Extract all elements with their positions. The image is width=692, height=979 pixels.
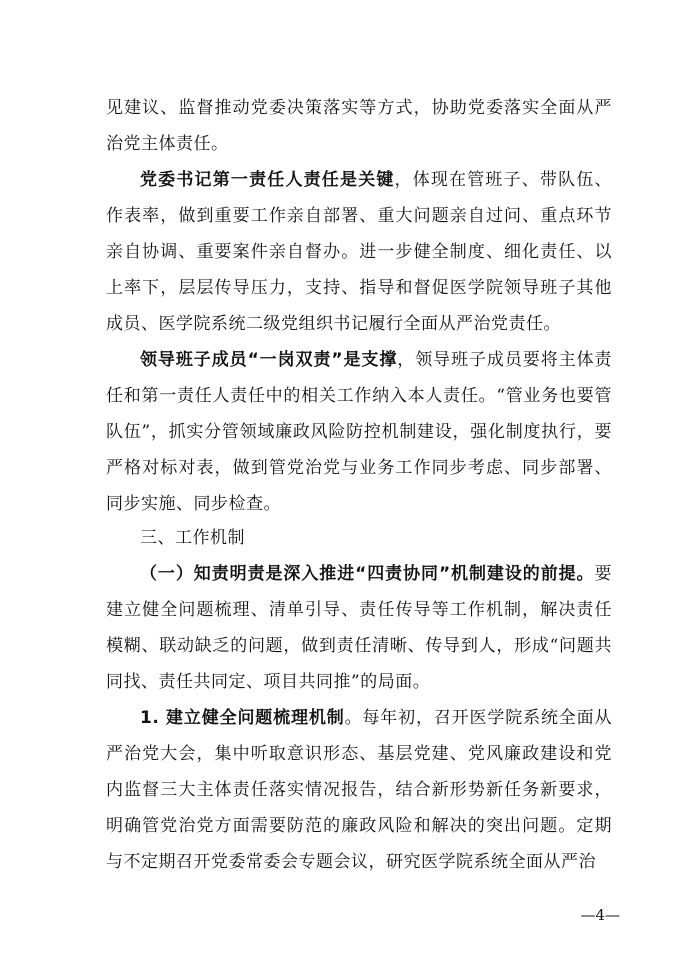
- paragraph-issue-review: [106, 700, 612, 880]
- paragraph-lead: （一）知责明责是深入推进“四责协同”机制建设的前提。: [140, 564, 595, 584]
- paragraph-text: ，领导班子成员要将主体责任和第一责任人责任中的相关工作纳入本人责任。“管业务也要管队伍”，抓实分管领域廉政风险防控机制建设，强化制度执行，要严格对标对表，做到管党治党与业务工作同步考虑、同步部署、同步实施、同步检查。: [106, 350, 612, 514]
- paragraph-text: 见建议、监督推动党委决策落实等方式，协助党委落实全面从严治党主体责任。: [106, 98, 612, 154]
- paragraph-text: 。每年初，召开医学院系统全面从严治党大会，集中听取意识形态、基层党建、党风廉政建设和党内监督三大主体责任落实情况报告，结合新形势新任务新要求，明确管党治党方面需要防范的廉政风险和解决的突出问题。定期与不定期召开党委常委会专题会议，研究医学院系统全面从严治: [106, 708, 612, 872]
- paragraph-lead: 1. 建立健全问题梳理机制: [140, 708, 345, 728]
- paragraph-mechanism-1: [106, 556, 612, 700]
- paragraph-text: 要建立健全问题梳理、清单引导、责任传导等工作机制，解决责任模糊、联动缺乏的问题，做到责任清晰、传导到人，形成“问题共同找、责任共同定、项目共同推”的局面。: [106, 564, 612, 692]
- section-heading: 三、工作机制: [140, 528, 245, 548]
- page-number: —4—: [580, 906, 620, 924]
- paragraph-text: ，体现在管班子、带队伍、作表率，做到重要工作亲自部署、重大问题亲自过问、重点环节亲自协调、重要案件亲自督办。进一步健全制度、细化责任、以上率下，层层传导压力，支持、指导和督促医学院领导班子其他成员、医学院系统二级党组织书记履行全面从严治党责任。: [106, 170, 613, 334]
- paragraph-lead: 领导班子成员“一岗双责”是支撑: [140, 350, 398, 370]
- paragraph-lead: 党委书记第一责任人责任是关键: [140, 170, 395, 190]
- paragraph-continuation: [106, 90, 612, 162]
- paragraph-party-secretary: [106, 162, 612, 342]
- paragraph-leadership-members: [106, 342, 612, 522]
